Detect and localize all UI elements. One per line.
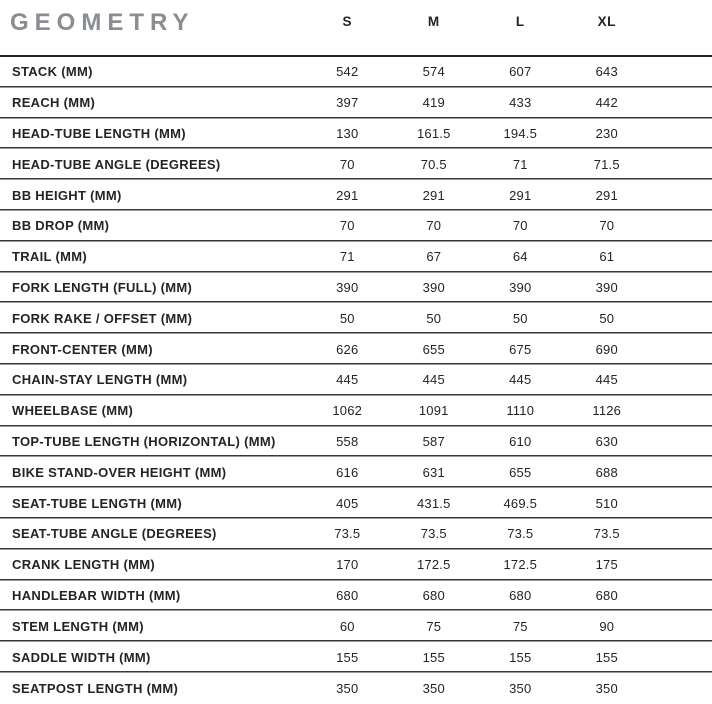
row-label: BB DROP (MM): [12, 218, 110, 234]
row-filler: [650, 611, 712, 641]
table-row: [0, 488, 712, 519]
row-value-m: 73.5: [420, 526, 447, 542]
row-value-l: 469.5: [503, 495, 538, 511]
row-filler: [650, 519, 712, 549]
row-value-s: 50: [339, 310, 355, 326]
row-label: SEAT-TUBE LENGTH (MM): [12, 495, 182, 511]
row-value-m: 70.5: [420, 156, 447, 172]
row-filler: [650, 149, 712, 179]
row-value-l: 433: [509, 95, 532, 111]
row-value-xl: 680: [595, 587, 618, 603]
row-value-m: 1091: [418, 403, 449, 419]
row-filler: [650, 550, 712, 580]
row-value-l: 194.5: [503, 125, 538, 141]
row-value-xl: 350: [595, 680, 618, 696]
row-value-m: 574: [422, 64, 445, 80]
row-value-s: 130: [336, 125, 359, 141]
row-value-s: 60: [339, 618, 355, 634]
page-title: GEOMETRY: [10, 9, 195, 36]
row-value-s: 542: [336, 64, 359, 80]
row-filler: [650, 396, 712, 426]
row-label: HEAD-TUBE LENGTH (MM): [12, 125, 186, 141]
row-value-xl: 630: [595, 433, 618, 449]
row-value-l: 1110: [506, 403, 535, 419]
row-filler: [650, 303, 712, 333]
row-label: HANDLEBAR WIDTH (MM): [12, 587, 181, 603]
row-label: TRAIL (MM): [12, 249, 87, 265]
table-row: [0, 119, 712, 150]
row-value-l: 610: [509, 433, 532, 449]
row-value-xl: 70: [599, 218, 615, 234]
row-filler: [650, 488, 712, 518]
row-value-l: 75: [512, 618, 528, 634]
row-value-s: 558: [336, 433, 359, 449]
table-row: [0, 611, 712, 642]
row-value-l: 50: [512, 310, 528, 326]
table-row: [0, 581, 712, 612]
row-filler: [650, 242, 712, 272]
row-value-m: 291: [422, 187, 445, 203]
table-row: [0, 519, 712, 550]
row-filler: [650, 211, 712, 241]
row-value-m: 445: [422, 372, 445, 388]
row-filler: [650, 57, 712, 87]
row-value-xl: 690: [595, 341, 618, 357]
row-value-xl: 688: [595, 464, 618, 480]
column-header-m: M: [427, 14, 440, 29]
row-value-m: 70: [426, 218, 442, 234]
row-label: FRONT-CENTER (MM): [12, 341, 153, 357]
row-filler: [650, 642, 712, 672]
row-filler: [650, 119, 712, 149]
row-value-xl: 90: [599, 618, 615, 634]
row-value-s: 1062: [332, 403, 363, 419]
row-value-xl: 155: [595, 649, 618, 665]
table-row: [0, 88, 712, 119]
row-value-s: 70: [339, 156, 355, 172]
column-header-xl: XL: [597, 14, 616, 29]
row-label: BB HEIGHT (MM): [12, 187, 122, 203]
row-value-xl: 643: [595, 64, 618, 80]
row-filler: [650, 427, 712, 457]
row-filler: [650, 273, 712, 303]
row-label: REACH (MM): [12, 95, 96, 111]
row-filler: [650, 457, 712, 487]
table-row: [0, 427, 712, 458]
row-value-s: 291: [336, 187, 359, 203]
row-value-m: 631: [422, 464, 445, 480]
row-label: TOP-TUBE LENGTH (HORIZONTAL) (MM): [12, 433, 276, 449]
row-value-l: 350: [509, 680, 532, 696]
row-value-l: 291: [509, 187, 532, 203]
row-value-s: 155: [336, 649, 359, 665]
row-value-m: 50: [426, 310, 442, 326]
row-label: STEM LENGTH (MM): [12, 618, 144, 634]
row-value-s: 390: [336, 279, 359, 295]
row-value-xl: 1126: [592, 403, 622, 419]
table-row: [0, 211, 712, 242]
row-filler: [650, 88, 712, 118]
row-value-m: 155: [422, 649, 445, 665]
row-value-m: 67: [426, 249, 442, 265]
table-header: [0, 0, 712, 57]
row-value-s: 170: [336, 557, 359, 573]
table-body: [0, 57, 712, 704]
row-value-xl: 291: [595, 187, 618, 203]
row-value-l: 73.5: [507, 526, 534, 542]
row-value-m: 419: [422, 95, 445, 111]
row-value-s: 405: [336, 495, 359, 511]
table-row: [0, 57, 712, 88]
table-row: [0, 273, 712, 304]
row-label: FORK LENGTH (FULL) (MM): [12, 279, 193, 295]
row-value-l: 680: [509, 587, 532, 603]
row-value-xl: 442: [595, 95, 618, 111]
row-value-s: 616: [336, 464, 359, 480]
column-header-s: S: [342, 14, 352, 29]
row-filler: [650, 334, 712, 364]
row-value-l: 155: [509, 649, 532, 665]
row-label: SEAT-TUBE ANGLE (DEGREES): [12, 526, 217, 542]
row-value-xl: 61: [599, 249, 615, 265]
row-value-m: 431.5: [416, 495, 451, 511]
table-row: [0, 149, 712, 180]
row-filler: [650, 581, 712, 611]
row-value-l: 675: [509, 341, 532, 357]
row-label: SEATPOST LENGTH (MM): [12, 680, 179, 696]
row-value-l: 607: [509, 64, 532, 80]
table-row: [0, 396, 712, 427]
row-value-xl: 73.5: [593, 526, 620, 542]
row-value-l: 70: [512, 218, 528, 234]
row-value-l: 71: [512, 156, 528, 172]
table-row: [0, 242, 712, 273]
table-row: [0, 334, 712, 365]
row-label: STACK (MM): [12, 64, 93, 80]
row-label: WHEELBASE (MM): [12, 403, 134, 419]
row-value-xl: 175: [595, 557, 618, 573]
row-value-m: 680: [422, 587, 445, 603]
row-value-s: 445: [336, 372, 359, 388]
row-value-l: 64: [512, 249, 528, 265]
row-value-xl: 510: [595, 495, 618, 511]
row-value-s: 73.5: [334, 526, 361, 542]
row-filler: [650, 365, 712, 395]
table-row: [0, 642, 712, 673]
table-row: [0, 303, 712, 334]
row-label: BIKE STAND-OVER HEIGHT (MM): [12, 464, 227, 480]
row-value-s: 70: [339, 218, 355, 234]
row-value-s: 626: [336, 341, 359, 357]
row-value-l: 390: [509, 279, 532, 295]
header-filler: [650, 11, 712, 55]
row-value-m: 587: [422, 433, 445, 449]
column-header-l: L: [515, 14, 525, 29]
row-value-m: 161.5: [416, 125, 451, 141]
row-label: CRANK LENGTH (MM): [12, 557, 156, 573]
row-label: HEAD-TUBE ANGLE (DEGREES): [12, 156, 221, 172]
table-row: [0, 550, 712, 581]
row-value-s: 680: [336, 587, 359, 603]
row-filler: [650, 673, 712, 704]
table-row: [0, 365, 712, 396]
row-value-s: 350: [336, 680, 359, 696]
row-value-xl: 50: [599, 310, 615, 326]
row-value-m: 655: [422, 341, 445, 357]
row-value-m: 172.5: [416, 557, 451, 573]
row-value-xl: 230: [595, 125, 618, 141]
row-label: SADDLE WIDTH (MM): [12, 649, 151, 665]
table-row: [0, 457, 712, 488]
row-value-m: 75: [426, 618, 442, 634]
row-label: CHAIN-STAY LENGTH (MM): [12, 372, 188, 388]
row-label: FORK RAKE / OFFSET (MM): [12, 310, 193, 326]
row-value-l: 172.5: [503, 557, 538, 573]
row-filler: [650, 180, 712, 210]
row-value-xl: 390: [595, 279, 618, 295]
row-value-s: 397: [336, 95, 359, 111]
table-row: [0, 180, 712, 211]
table-row: [0, 673, 712, 704]
row-value-m: 390: [422, 279, 445, 295]
row-value-l: 445: [509, 372, 532, 388]
row-value-xl: 445: [595, 372, 618, 388]
row-value-m: 350: [422, 680, 445, 696]
row-value-xl: 71.5: [593, 156, 620, 172]
row-value-s: 71: [339, 249, 355, 265]
row-value-l: 655: [509, 464, 532, 480]
